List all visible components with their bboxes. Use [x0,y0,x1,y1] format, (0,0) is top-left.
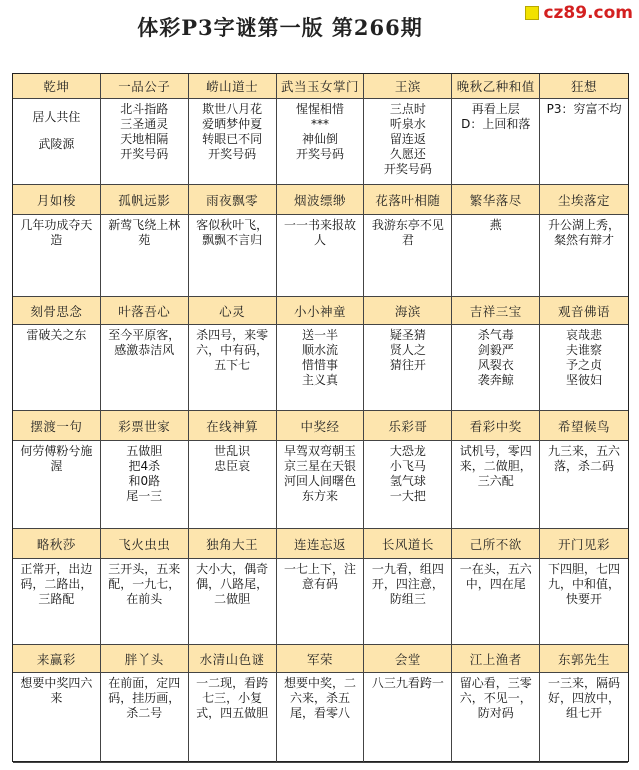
riddle-cell [452,441,540,529]
column-author-header: 在线神算 [189,411,277,441]
riddle-line: 小飞马 [389,459,426,473]
riddle-line: 风裂衣 [477,358,514,372]
riddle-line: 开奖号码 [383,162,432,176]
column-author-header: 看彩中奖 [452,411,540,441]
column-author-header: 武当玉女掌门 [277,74,365,99]
riddle-cell [364,673,452,763]
riddle-cell [277,441,365,529]
riddle-cell [540,441,628,529]
watermark-text: cz89.com [543,3,633,23]
column-author-header: 王滨 [364,74,452,99]
riddle-cell [277,325,365,411]
column-author-header: 己所不欲 [452,529,540,559]
riddle-cell [101,441,189,529]
riddle-cell [364,99,452,185]
riddle-line: 升公湖上秀，粲然有辩才 [548,218,621,247]
riddle-line: 客似秋叶飞，飘飘不言归 [196,218,269,247]
riddle-line: 一九看，组四开，四注意，防组三 [371,562,444,606]
riddle-cell [13,559,101,645]
riddle-line: 何劳傅粉兮施渥 [20,444,93,473]
riddle-line: 留连返 [389,132,426,146]
riddle-line: 燕 [489,218,502,232]
column-author-header: 晚秋乙种和值 [452,74,540,99]
riddle-line: 惜惜事 [301,358,338,372]
riddle-line: 再看上层 [471,102,520,116]
riddle-cell [189,99,277,185]
riddle-cell [540,325,628,411]
riddle-cell [364,215,452,297]
column-author-header: 尘埃落定 [540,185,628,215]
riddle-line: 剑毅严 [477,343,514,357]
column-author-header: 狂想 [540,74,628,99]
riddle-cell [189,559,277,645]
riddle-cell [540,215,628,297]
column-author-header: 开门见彩 [540,529,628,559]
riddle-line: 至今平原客，感激恭洁风 [108,328,181,357]
riddle-line: 九三来，五六落，杀二码 [548,444,621,473]
column-author-header: 摆渡一句 [13,411,101,441]
riddle-line: 大恐龙 [389,444,426,458]
column-author-header: 胖丫头 [101,645,189,673]
riddle-line: 新莺飞绕上林苑 [108,218,181,247]
riddle-cell [277,99,365,185]
riddle-line: 爱晒梦仲夏 [202,117,263,131]
column-author-header: 一品公子 [101,74,189,99]
riddle-line: 一一书来报故人 [283,218,356,247]
riddle-line: 留心看，三零六，不见一，防对码 [459,676,532,720]
column-author-header: 连连忘返 [277,529,365,559]
riddle-line: 在前面，定四码，挂历画，杀二号 [108,676,181,720]
column-author-header: 花落叶相随 [364,185,452,215]
column-author-header: 乐彩哥 [364,411,452,441]
column-author-header: 独角大王 [189,529,277,559]
riddle-line: 疑圣猜 [389,328,426,342]
riddle-line: 五做胆 [126,444,163,458]
riddle-line: 尾一三 [126,489,163,503]
riddle-line: 哀哉悲 [566,328,603,342]
riddle-cell [101,99,189,185]
riddle-line: 惺惺相惜 [295,102,344,116]
column-author-header: 海滨 [364,297,452,325]
column-author-header: 希望候鸟 [540,411,628,441]
column-author-header: 江上渔者 [452,645,540,673]
column-author-header: 心灵 [189,297,277,325]
riddle-line: 三圣通灵 [120,117,169,131]
riddle-cell [364,441,452,529]
riddle-cell [452,673,540,763]
column-author-header: 烟波缥缈 [277,185,365,215]
column-author-header: 中奖经 [277,411,365,441]
column-author-header: 雨夜飘零 [189,185,277,215]
riddle-cell [364,559,452,645]
riddle-cell [189,441,277,529]
riddle-line: *** [310,117,329,131]
riddle-cell [189,215,277,297]
riddle-line: 予之贞 [566,358,603,372]
column-author-header: 崂山道士 [189,74,277,99]
riddle-cell [13,673,101,763]
riddle-line: 神仙倒 [301,132,338,146]
riddle-line: 忠臣哀 [214,459,251,473]
riddle-line: 听泉水 [389,117,426,131]
riddle-cell [452,325,540,411]
riddle-cell [277,673,365,763]
page-title: 体彩P3字谜第一版 第266期 [137,15,423,40]
riddle-line: 一大把 [389,489,426,503]
riddle-line: 世乱识 [214,444,251,458]
riddle-line: 一三来，隔码好，四放中，组七开 [548,676,621,720]
riddle-line: P3：穷富不均 [546,102,622,116]
riddle-line: 坚彼妇 [566,373,603,387]
riddle-line: 想要中奖四六来 [20,676,93,705]
riddle-line: 送一半 [301,328,338,342]
riddle-line: 武陵源 [38,137,75,151]
column-author-header: 长风道长 [364,529,452,559]
riddle-line: 我游东亭不见君 [371,218,444,247]
riddle-cell [101,559,189,645]
riddle-cell [13,441,101,529]
riddle-line: 一二现，看跨七三，小复式，四五做胆 [196,676,269,720]
riddle-line: 转眼已不同 [202,132,263,146]
riddle-cell [540,559,628,645]
riddle-line: 夫谁察 [566,343,603,357]
riddle-line: 开奖号码 [295,147,344,161]
riddle-cell [540,673,628,763]
column-author-header: 东郭先生 [540,645,628,673]
riddle-line: 和0路 [128,474,161,488]
riddle-line: 试机号，零四来，二做胆，三六配 [459,444,532,488]
riddle-line: 开奖号码 [120,147,169,161]
riddle-line: 猜往开 [389,358,426,372]
riddle-line: 想要中奖，二六来，杀五尾，看零八 [283,676,356,720]
riddle-line: 三点时 [389,102,426,116]
riddle-cell [13,325,101,411]
column-author-header: 孤帆远影 [101,185,189,215]
column-author-header: 来赢彩 [13,645,101,673]
riddle-line: D：上回和落 [461,117,531,131]
riddle-cell [101,325,189,411]
column-author-header: 会堂 [364,645,452,673]
column-author-header: 叶落吾心 [101,297,189,325]
riddle-line: 欺世八月花 [202,102,263,116]
riddle-cell [101,673,189,763]
riddle-cell [101,215,189,297]
riddle-line: 袭奔鲸 [477,373,514,387]
riddle-cell [364,325,452,411]
riddle-line: 大小大，偶奇偶，八路尾，二做胆 [196,562,269,606]
riddle-cell [540,99,628,185]
riddle-line: 八三九看跨一 [371,676,444,690]
riddle-line: 三开头，五来配，一九七，在前头 [108,562,181,606]
riddle-cell [189,325,277,411]
riddle-line: 居人共住 [32,110,81,124]
column-author-header: 吉祥三宝 [452,297,540,325]
riddle-line: 杀四号，来零六，中有码，五下七 [196,328,269,372]
riddle-cell [277,559,365,645]
riddle-line: 氢气球 [389,474,426,488]
column-author-header: 观音佛语 [540,297,628,325]
column-author-header: 繁华落尽 [452,185,540,215]
column-author-header: 水清山色谜 [189,645,277,673]
column-author-header: 军荣 [277,645,365,673]
riddle-line: 下四胆，七四九，中和值，快要开 [548,562,621,606]
riddle-line: 把4杀 [128,459,161,473]
riddle-line: 贤人之 [389,343,426,357]
column-author-header: 彩票世家 [101,411,189,441]
riddle-line: 开奖号码 [208,147,257,161]
riddle-cell [13,215,101,297]
riddle-line: 杀气毒 [477,328,514,342]
column-author-header: 小小神童 [277,297,365,325]
riddle-line: 顺水流 [301,343,338,357]
riddle-line: 早驾双弯朝玉京三星在天银河回人间曙色东方来 [283,444,356,503]
column-author-header: 乾坤 [13,74,101,99]
riddle-line: 雷破关之东 [26,328,87,342]
riddle-line: 主义真 [301,373,338,387]
riddle-cell [13,99,101,185]
column-author-header: 飞火虫虫 [101,529,189,559]
riddle-line: 北斗指路 [120,102,169,116]
riddle-line: 一在头，五六中，四在尾 [459,562,532,591]
riddle-line: 一七上下，注意有码 [283,562,356,591]
riddle-line: 久愿还 [389,147,426,161]
column-author-header: 刻骨思念 [13,297,101,325]
riddle-cell [452,215,540,297]
riddle-line: 几年功成夺天造 [20,218,93,247]
riddle-line: 天地相隔 [120,132,169,146]
riddle-line: 正常开，出边码，二路出，三路配 [20,562,93,606]
riddle-table [12,73,629,762]
column-author-header: 月如梭 [13,185,101,215]
column-author-header: 略秋莎 [13,529,101,559]
riddle-cell [189,673,277,763]
riddle-cell [452,559,540,645]
riddle-cell [452,99,540,185]
riddle-cell [277,215,365,297]
